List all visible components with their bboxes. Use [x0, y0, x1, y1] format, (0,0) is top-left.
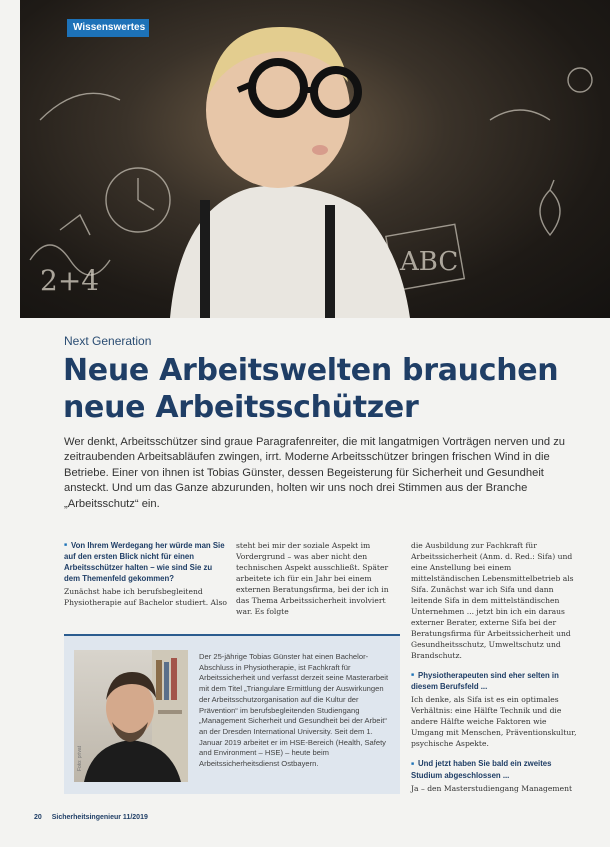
question: ■ Von Ihrem Werdegang her würde man Sie auf den ersten Blick nicht für einen Arbeitsschützer halten – wie sind Sie zu dem Themenfeld gekommen?	[64, 540, 229, 584]
answer: Zunächst habe ich berufsbegleitend Physiotherapie auf Bachelor studiert. Also	[64, 587, 227, 608]
lead-paragraph: Wer denkt, Arbeitsschützer sind graue Paragrafenreiter, die mit langatmigen Vorträgen nerven und zu zeitraubenden Arbeitsabläufen zwingen, irrt. Moderne Arbeitsschützer bringen frischen Wind in die Betriebe. Einer von ihnen ist Tobias Günster, dessen Begeisterung für Sicherheit und Gesundheit ansteckt. Und um das Ganze abzurunden, holten wir uns noch drei Stimmen aus der Branche „Arbeitsschutz“ ein.	[64, 436, 566, 510]
section-tab: Wissenswertes	[67, 19, 149, 37]
portrait-photo	[74, 650, 188, 782]
answer: die Ausbildung zur Fachkraft für Arbeitssicherheit (Anm. d. Red.: Sifa) und eine Anstellung bei einem mittelständischen Lebensmittelbetrieb als Sifa. Zunächst war ich Sifa und dann leitende Sifa in dem mittelständischen Unternehmen ... jetzt bin ich ein daraus externer Berater, externe Sifa bei der Beratungsfirma für Arbeitssicherheit und Gesundheitsschutz, Umweltschutz und Brandschutz.	[411, 541, 574, 660]
svg-text:ABC: ABC	[400, 247, 459, 277]
bio-text: Der 25-jährige Tobias Günster hat einen Bachelor-Abschluss in Physiotherapie, ist Fachkraft für Arbeitssicherheit und verfasst derzeit seine Masterarbeit mit dem Titel „Triangulare Ermittlung der Auswirkungen der Arbeitsschutzorganisation auf die Kultur der Prävention“ im berufsbegleitenden Studiengang „Management Sicherheit und Gesundheit bei der Arbeit“ an der Dresden International University. Seit dem 1. Januar 2019 arbeitet er im HSE-Bereich (Health, Safety and Environment – HSE) – heute beim Arbeitssicherheitsdienst Ostbayern.	[199, 652, 389, 769]
question: ■ Und jetzt haben Sie bald ein zweites Studium abgeschlossen ...	[411, 758, 581, 780]
svg-text:2+4: 2+4	[40, 264, 100, 297]
column-2	[236, 540, 400, 626]
question: ■ Physiotherapeuten sind eher selten in diesem Berufsfeld ...	[411, 670, 581, 692]
kicker: Next Generation	[64, 334, 152, 348]
magazine-name: Sicherheitsingenieur 11/2019	[51, 814, 148, 821]
hero-photo	[20, 0, 610, 318]
page-footer	[34, 814, 148, 821]
column-1	[64, 540, 229, 617]
column-3	[411, 540, 581, 803]
answer: steht bei mir der soziale Aspekt im Vordergrund – was aber nicht den technischen Aspekt ausschließt. Später arbeitete ich für ein Jahr bei einem externen Beratungsfirma, bei der ich in das Thema Arbeitssicherheit involviert war. Es folgte	[236, 541, 389, 616]
child-with-glasses-illustration	[20, 0, 610, 318]
bio-infobox	[64, 634, 400, 794]
photo-credit: Foto: privat	[77, 746, 83, 772]
answer: Ich denke, als Sifa ist es ein optimales Verhältnis: eine Hälfte Technik und die andere Hälfte weiche Faktoren wie Umgang mit Menschen, Präventionskultur, psychische Aspekte.	[411, 695, 577, 749]
headline-line-1: Neue Arbeitswelten brauchen	[63, 353, 559, 388]
answer: Ja – den Masterstudiengang Management	[411, 783, 573, 793]
headline-line-2: neue Arbeitsschützer	[63, 390, 419, 425]
headline	[63, 352, 583, 426]
page-number: 20	[34, 814, 42, 821]
